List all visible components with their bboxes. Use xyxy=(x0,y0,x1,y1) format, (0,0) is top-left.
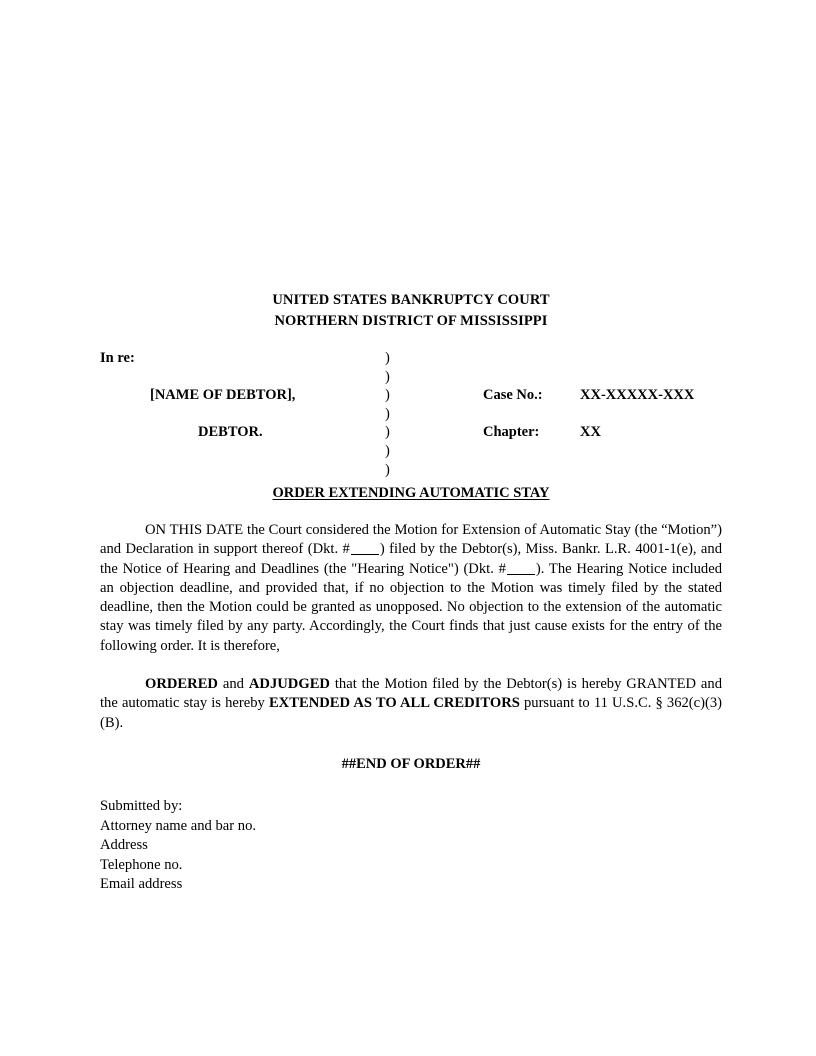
submitted-by-label: Submitted by: xyxy=(100,797,183,814)
page-title xyxy=(100,485,722,502)
chapter-value: XX xyxy=(580,424,601,441)
page-title-text: ORDER EXTENDING AUTOMATIC STAY xyxy=(272,485,550,501)
debtor-role: DEBTOR. xyxy=(198,424,263,441)
caption-paren: ) xyxy=(385,443,390,459)
paragraph-2-conjunction: and xyxy=(217,676,249,693)
case-caption-block xyxy=(100,349,722,479)
docket-blank-1 xyxy=(351,554,379,555)
submitted-by-block xyxy=(100,797,722,895)
caption-row-spacer-2 xyxy=(100,405,722,424)
caption-row-spacer-3 xyxy=(100,442,722,461)
caption-row-debtor-role xyxy=(100,423,722,442)
attorney-name-line: Attorney name and bar no. xyxy=(100,817,257,834)
telephone-line: Telephone no. xyxy=(100,856,183,873)
paragraph-2-tail: pursuant to 11 U.S.C. § 362(c)(3)(B). xyxy=(100,695,723,731)
paragraph-1-part-2: ) filed by the Debtor(s), Miss. Bankr. L.R. 4001-1(e), and the Notice of Hearing and Deadlines (the "Hearing Notice") (Dkt. # xyxy=(100,541,723,577)
paragraph-2-middle: that the Motion filed by the Debtor(s) is hereby GRANTED and the automatic stay is hereby xyxy=(100,676,723,712)
case-number-value: XX-XXXXX-XXX xyxy=(580,387,695,404)
docket-blank-2 xyxy=(507,574,535,575)
address-line: Address xyxy=(100,837,148,854)
court-header xyxy=(100,290,722,332)
chapter-label: Chapter: xyxy=(483,424,540,441)
caption-paren: ) xyxy=(385,405,390,422)
court-name-line2: NORTHERN DISTRICT OF MISSISSIPPI xyxy=(274,313,548,329)
in-re-label: In re: xyxy=(100,350,135,366)
caption-row-debtor-name xyxy=(100,386,722,405)
document-content xyxy=(100,290,722,895)
paragraph-1-part-1: ON THIS DATE the Court considered the Motion for Extension of Automatic Stay (the “Motion”) and Declaration in support thereof (Dkt. # xyxy=(100,522,722,558)
order-paragraph-1 xyxy=(100,521,722,656)
caption-row-spacer-4 xyxy=(100,461,722,480)
caption-paren: ) xyxy=(385,350,390,366)
extended-emphasis: EXTENDED AS TO ALL CREDITORS xyxy=(268,695,520,712)
paragraph-1-part-3: ). The Hearing Notice included an objection deadline, and provided that, if no objection to the Motion was timely filed by the stated deadline, then the Motion could be granted as unopposed. No objection to the extension of the automatic stay was timely filed by any party. Accordingly, the Court finds that just cause exists for the entry of the following order. It is therefore, xyxy=(100,560,723,654)
caption-row-spacer-1 xyxy=(100,368,722,387)
caption-paren: ) xyxy=(385,461,390,478)
caption-paren: ) xyxy=(385,368,390,385)
order-paragraph-2 xyxy=(100,675,722,733)
debtor-name: [NAME OF DEBTOR], xyxy=(150,387,296,404)
ordered-emphasis: ORDERED xyxy=(145,676,218,693)
end-of-order-marker: ##END OF ORDER## xyxy=(341,755,481,772)
caption-row-in-re xyxy=(100,349,722,368)
court-name-line1: UNITED STATES BANKRUPTCY COURT xyxy=(272,292,550,308)
caption-paren: ) xyxy=(385,387,390,404)
adjudged-emphasis: ADJUDGED xyxy=(248,676,330,693)
email-line: Email address xyxy=(100,876,183,893)
case-number-label: Case No.: xyxy=(483,387,543,404)
caption-paren: ) xyxy=(385,424,390,441)
